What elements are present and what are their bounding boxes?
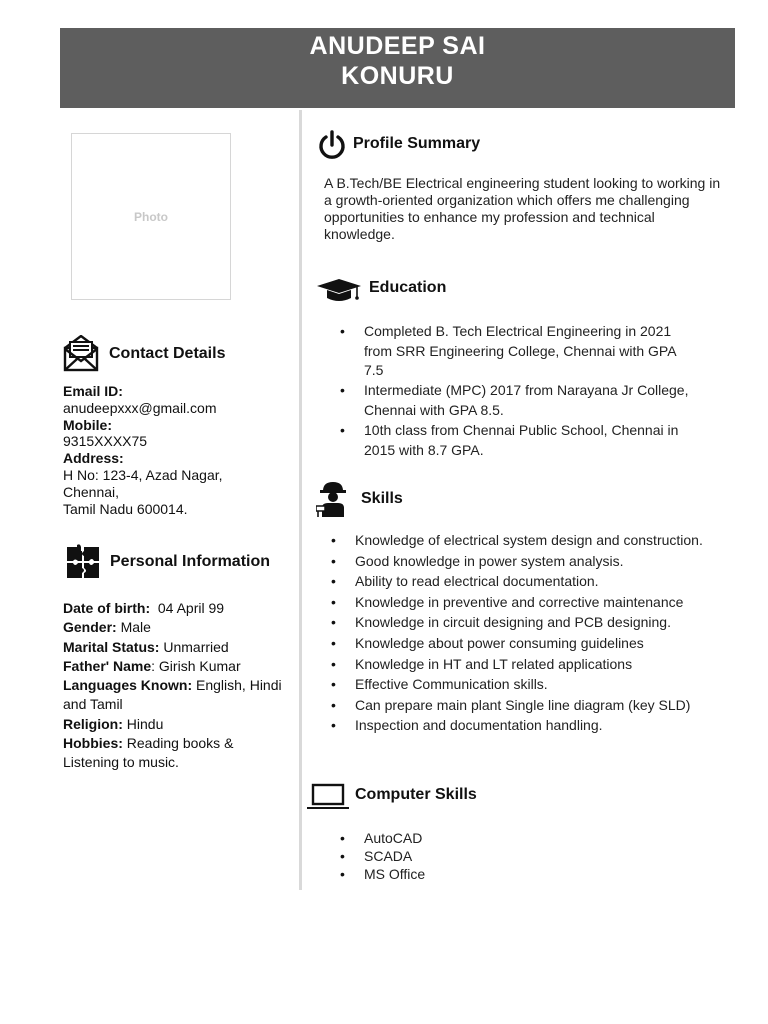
personal-section-heading xyxy=(65,544,270,580)
list-item: • Can prepare main plant Single line diagram (key SLD) xyxy=(355,695,735,716)
list-item: • SCADA xyxy=(364,848,564,866)
list-item: • Effective Communication skills. xyxy=(355,674,735,695)
father-label: Father' Name xyxy=(63,657,152,674)
education-title: Education xyxy=(369,278,447,296)
list-item: • Good knowledge in power system analysis. xyxy=(355,551,735,572)
list-item: • Knowledge about power consuming guidelines xyxy=(355,633,735,654)
profile-title: Profile Summary xyxy=(353,135,481,152)
religion-label: Religion: xyxy=(63,715,123,732)
marital-value: Unmarried xyxy=(163,638,229,655)
power-icon xyxy=(317,130,347,162)
list-item: • Completed B. Tech Electrical Engineering in 2021 from SRR Engineering College, Chennai with GPA 7.5 xyxy=(364,322,694,381)
photo-label: Photo xyxy=(134,209,168,224)
hobbies-value: Reading books & Listening to music. xyxy=(63,735,234,771)
mobile-label: Mobile: xyxy=(63,416,112,433)
engineer-icon xyxy=(316,480,350,518)
list-item: • Knowledge in circuit designing and PCB designing. xyxy=(355,612,735,633)
list-item: • 10th class from Chennai Public School, Chennai in 2015 with 8.7 GPA. xyxy=(364,421,694,460)
name-line-1: ANUDEEP SAI xyxy=(309,32,486,60)
column-divider xyxy=(299,110,302,890)
envelope-icon xyxy=(62,335,100,373)
skills-section-heading xyxy=(316,480,403,518)
list-item: • Knowledge in HT and LT related applications xyxy=(355,654,735,675)
education-section-heading xyxy=(315,276,446,304)
list-item: • AutoCAD xyxy=(364,830,564,848)
contact-section-heading xyxy=(62,335,225,373)
contact-details xyxy=(63,383,223,517)
list-item: • Inspection and documentation handling. xyxy=(355,715,735,736)
list-item: • Knowledge of electrical system design and construction. xyxy=(355,530,735,551)
profile-summary-text: A B.Tech/BE Electrical engineering student looking to working in a growth-oriented organization which offers me challenging opportunities to enhance my profession and technical knowledge. xyxy=(324,175,721,242)
dob-label: Date of birth: xyxy=(63,600,151,616)
skills-title: Skills xyxy=(361,490,403,507)
graduation-cap-icon xyxy=(315,276,363,304)
contact-title: Contact Details xyxy=(109,345,226,362)
languages-label: Languages Known: xyxy=(63,677,193,694)
computer-skills-list xyxy=(364,830,564,883)
email-label: Email ID: xyxy=(63,383,123,399)
skills-list xyxy=(355,530,735,736)
computer-title: Computer Skills xyxy=(355,786,477,803)
education-list xyxy=(364,322,694,461)
address-line-3: Tamil Nadu 600014. xyxy=(63,500,188,517)
address-label: Address: xyxy=(63,450,124,467)
marital-label: Marital Status: xyxy=(63,638,160,655)
list-item: • Ability to read electrical documentation. xyxy=(355,571,735,592)
address-line-1: H No: 123-4, Azad Nagar, xyxy=(63,466,223,483)
religion-value: Hindu xyxy=(126,715,164,732)
resume-header xyxy=(60,28,735,108)
mobile-value: 9315XXXX75 xyxy=(63,433,148,450)
puzzle-icon xyxy=(65,544,101,580)
gender-label: Gender: xyxy=(63,619,117,636)
laptop-icon xyxy=(306,782,350,812)
profile-section-heading xyxy=(317,130,480,162)
father-value: : Girish Kumar xyxy=(151,657,241,674)
languages-value: English, Hindi and Tamil xyxy=(63,677,282,713)
photo-placeholder xyxy=(71,133,231,300)
hobbies-label: Hobbies: xyxy=(63,735,123,752)
dob-value: 04 April 99 xyxy=(157,600,225,616)
list-item: • Intermediate (MPC) 2017 from Narayana Jr College, Chennai with GPA 8.5. xyxy=(364,381,694,420)
list-item: • Knowledge in preventive and corrective maintenance xyxy=(355,592,735,613)
computer-section-heading xyxy=(306,782,477,812)
personal-details xyxy=(63,599,293,773)
personal-title: Personal Information xyxy=(110,553,271,570)
address-line-2: Chennai, xyxy=(63,483,120,500)
list-item: • MS Office xyxy=(364,866,564,884)
gender-value: Male xyxy=(120,619,151,636)
email-value: anudeepxxx@gmail.com xyxy=(63,399,217,416)
name-line-2: KONURU xyxy=(341,62,454,90)
